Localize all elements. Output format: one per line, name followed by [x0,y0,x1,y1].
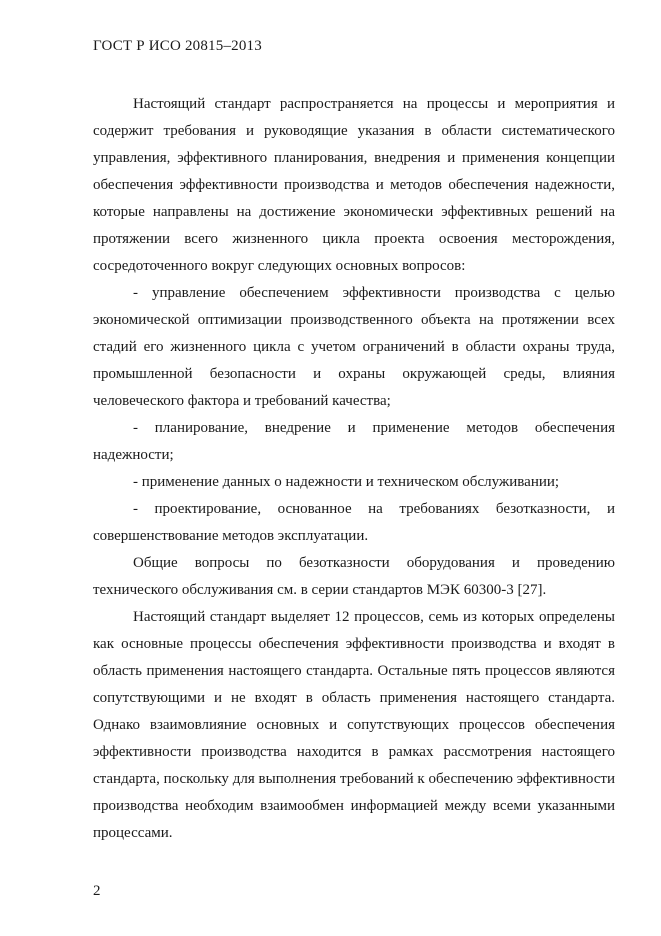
page-number: 2 [93,883,101,899]
list-item: - проектирование, основанное на требованиях безотказности, и совершенствование методов эксплуатации. [93,501,615,544]
paragraph-processes: Настоящий стандарт выделяет 12 процессов, семь из которых определены как основные процессы обеспечения эффективности производства и входят в область применения настоящего стандарта. Остальные пять процессов являются сопутствующими и не входят в область применения настоящего стандарта. Однако взаимовлияние основных и сопутствующих процессов обеспечения эффективности производства находится в рамках рассмотрения настоящего стандарта, поскольку для выполнения требований к обеспечению эффективности производства необходим взаимообмен информацией между всеми указанными процессами. [93,609,615,841]
paragraph-general-questions: Общие вопросы по безотказности оборудования и проведению технического обслуживания см. в серии стандартов МЭК 60300-3 [27]. [93,555,615,598]
document-body [93,91,615,847]
list-item: - управление обеспечением эффективности производства с целью экономической оптимизации производственного объекта на протяжении всех стадий его жизненного цикла с учетом ограничений в области охраны труда, промышленной безопасности и охраны окружающей среды, влияния человеческого фактора и требований качества; [93,285,615,409]
paragraph-scope: Настоящий стандарт распространяется на процессы и мероприятия и содержит требования и руководящие указания в области систематического управления, эффективного планирования, внедрения и применения концепции обеспечения эффективности производства и методов обеспечения надежности, которые направлены на достижение экономически эффективных решений на протяжении всего жизненного цикла проекта освоения месторождения, сосредоточенного вокруг следующих основных вопросов: [93,96,615,274]
document-header: ГОСТ Р ИСО 20815–2013 [93,38,262,54]
list-item: - планирование, внедрение и применение методов обеспечения надежности; [93,420,615,463]
list-item: - применение данных о надежности и техническом обслуживании; [133,474,560,490]
